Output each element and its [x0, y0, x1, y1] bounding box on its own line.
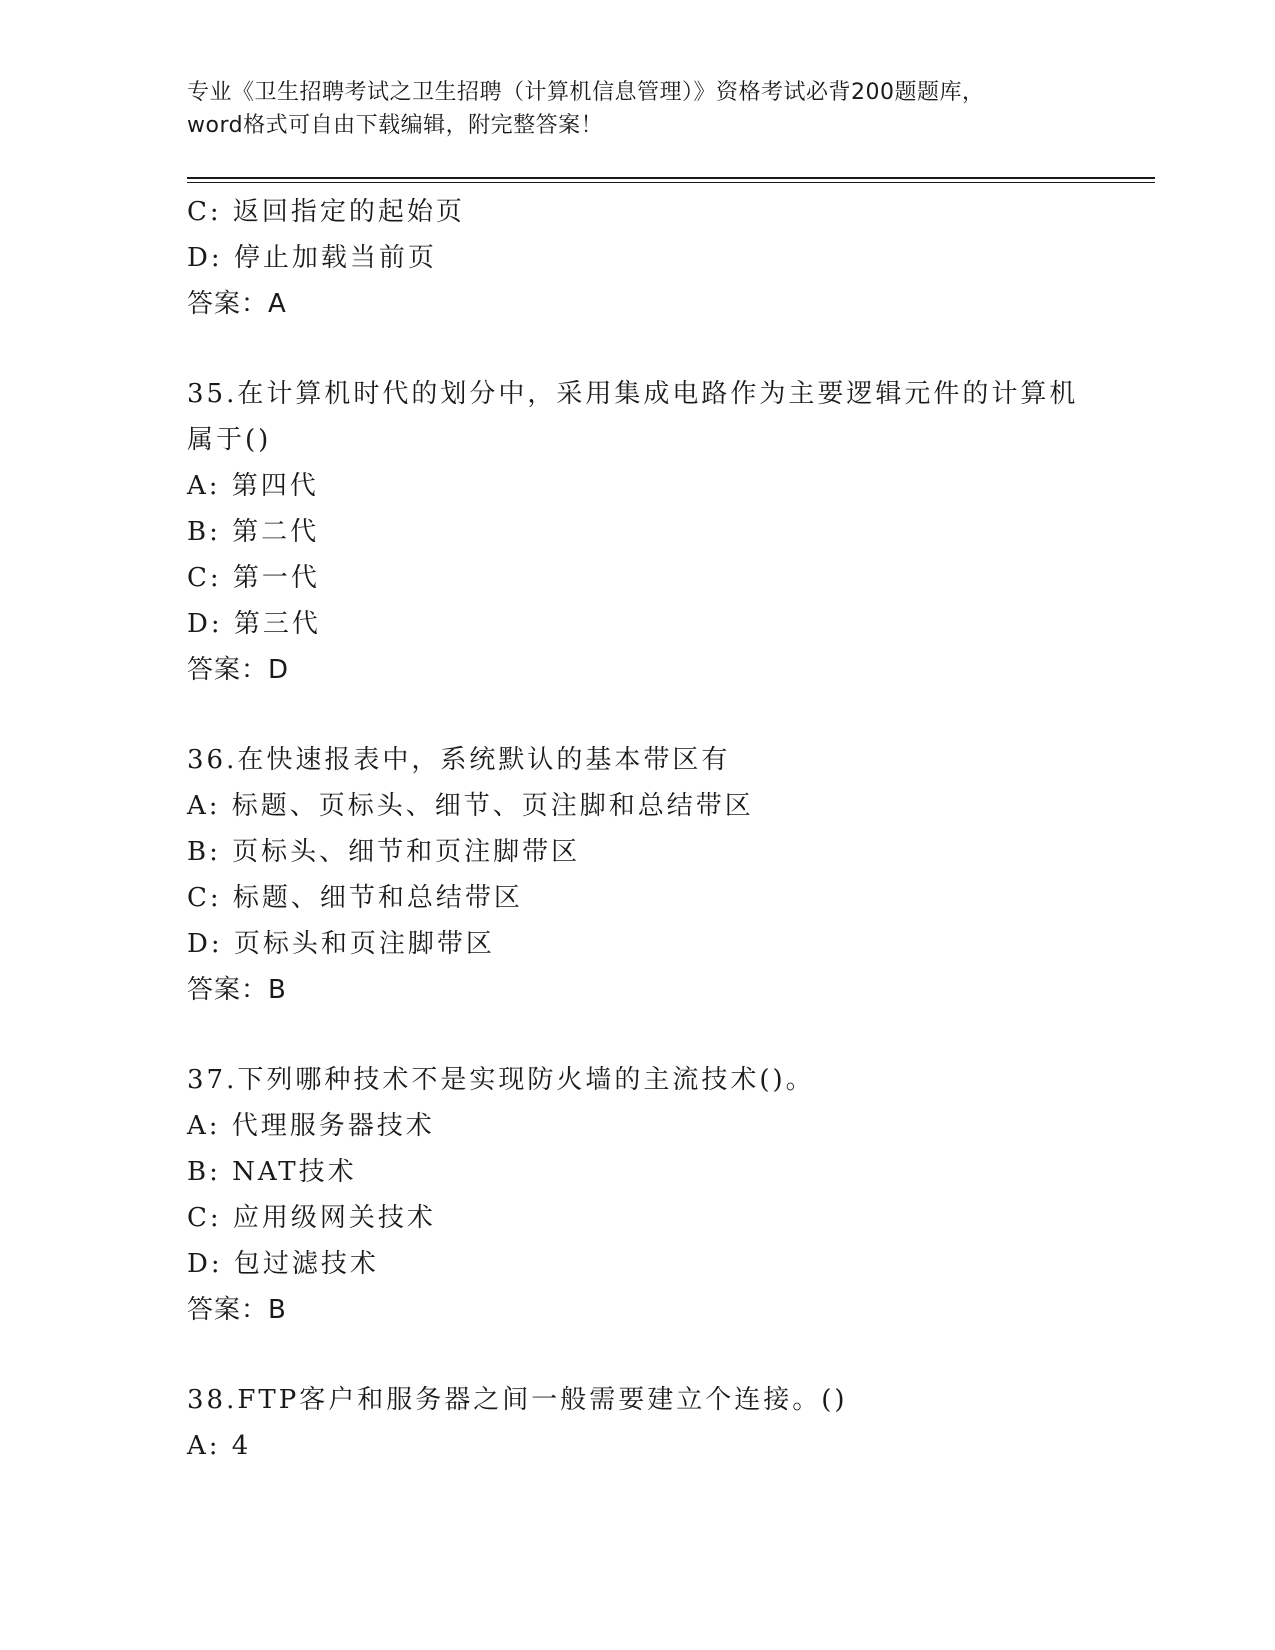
answer-label: 答案：B	[187, 975, 287, 1005]
option-a: A: 第四代	[187, 471, 319, 501]
document-header	[187, 76, 1087, 142]
option-d: D: 包过滤技术	[187, 1249, 379, 1279]
spacer	[187, 1013, 1087, 1057]
option-b: B: NAT技术	[187, 1157, 357, 1187]
option-a: A: 4	[187, 1431, 252, 1461]
answer-label: 答案：D	[187, 655, 290, 685]
option-d: D: 第三代	[187, 609, 321, 639]
header-line-1: 专业《卫生招聘考试之卫生招聘（计算机信息管理）》资格考试必背200题题库，	[187, 80, 985, 105]
option-c: C: 应用级网关技术	[187, 1203, 436, 1233]
option-a: A: 代理服务器技术	[187, 1111, 435, 1141]
option-d: D: 页标头和页注脚带区	[187, 929, 495, 959]
header-line-2: word格式可自由下载编辑，附完整答案！	[187, 113, 604, 138]
question-stem: 35.在计算机时代的划分中，采用集成电路作为主要逻辑元件的计算机	[187, 379, 1079, 409]
question-stem-continued: 属于()	[187, 425, 272, 455]
header-divider-thin	[187, 182, 1155, 183]
answer-label: 答案：A	[187, 289, 287, 319]
option-b: B: 页标头、细节和页注脚带区	[187, 837, 581, 867]
spacer	[187, 1333, 1087, 1377]
answer-label: 答案：B	[187, 1295, 287, 1325]
option-d: D: 停止加载当前页	[187, 243, 437, 273]
spacer	[187, 693, 1087, 737]
question-stem: 38.FTP客户和服务器之间一般需要建立个连接。()	[187, 1385, 848, 1415]
option-b: B: 第二代	[187, 517, 320, 547]
header-divider	[187, 177, 1155, 179]
option-a: A: 标题、页标头、细节、页注脚和总结带区	[187, 791, 754, 821]
spacer	[187, 327, 1087, 371]
question-stem: 36.在快速报表中，系统默认的基本带区有	[187, 745, 731, 775]
option-c: C: 返回指定的起始页	[187, 197, 465, 227]
option-c: C: 标题、细节和总结带区	[187, 883, 523, 913]
document-body	[187, 189, 1087, 1469]
question-stem: 37.下列哪种技术不是实现防火墙的主流技术()。	[187, 1065, 815, 1095]
option-c: C: 第一代	[187, 563, 320, 593]
